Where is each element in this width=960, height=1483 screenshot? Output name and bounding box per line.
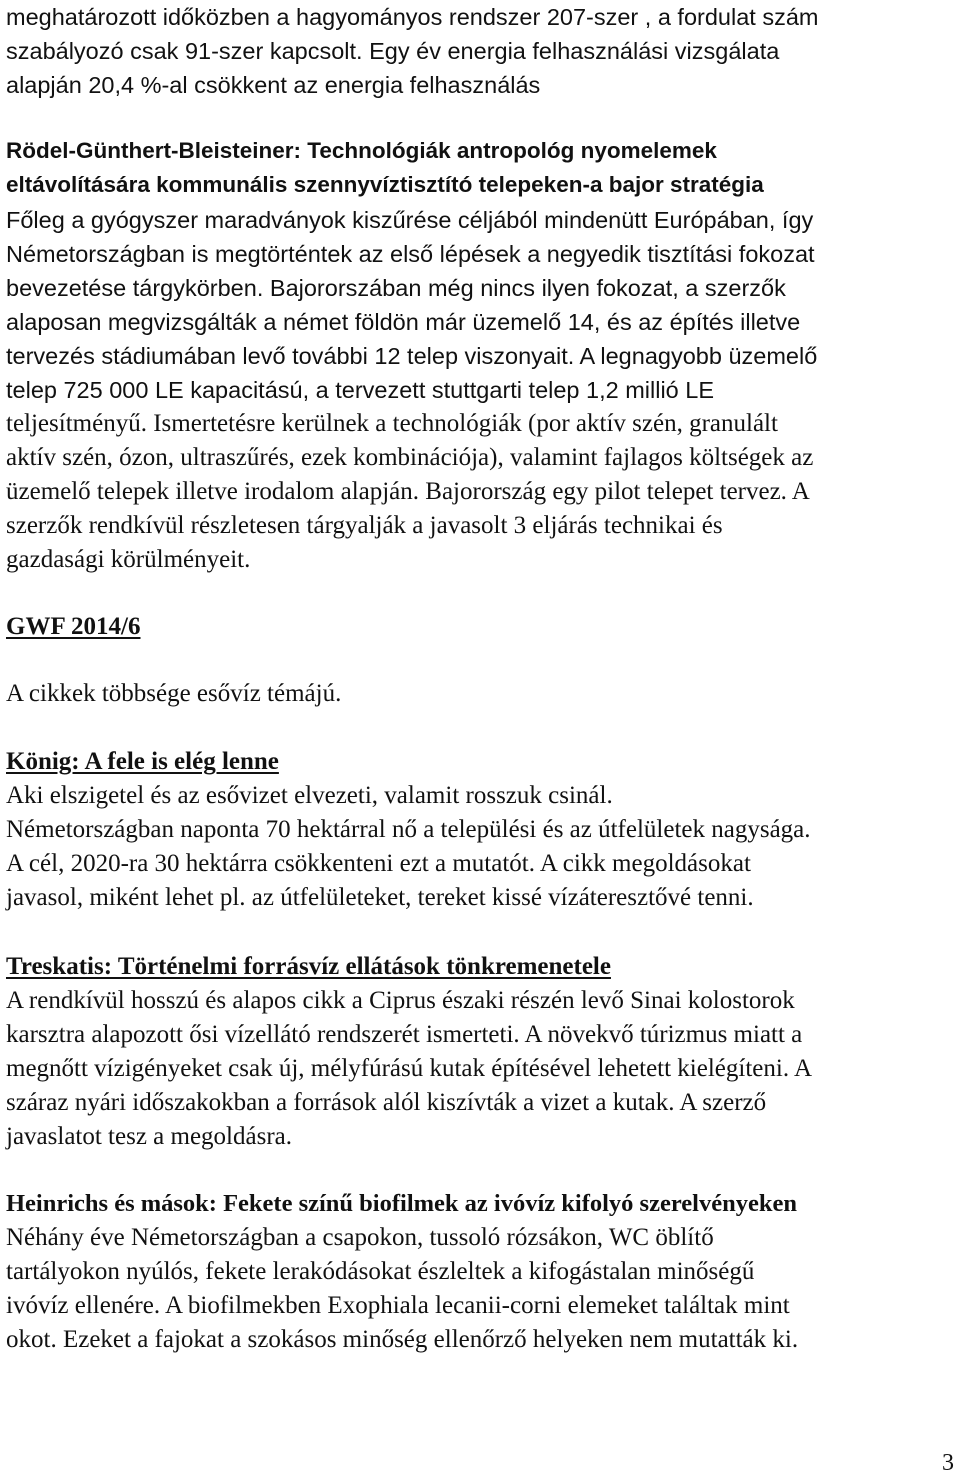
- article-rodel-body-line-10: szerzők rendkívül részletesen tárgyalják a javasolt 3 eljárás technikai és: [6, 512, 723, 539]
- article-rodel-body-line-11: gazdasági körülményeit.: [6, 546, 251, 573]
- article-konig-title: König: A fele is elég lenne: [6, 748, 279, 775]
- intro-line-3: alapján 20,4 %-al csökkent az energia felhasználás: [6, 72, 541, 98]
- article-rodel-body-line-7: teljesítményű. Ismertetésre kerülnek a technológiák (por aktív szén, granulált: [6, 410, 778, 437]
- article-rodel-title-line-2: eltávolítására kommunális szennyvíztisztító telepeken-a bajor stratégia: [6, 172, 764, 197]
- article-rodel-body-line-3b: Bajororszában még nincs ilyen fokozat, a szerzők: [269, 275, 786, 301]
- issue-heading: GWF 2014/6: [6, 613, 141, 640]
- intro-line-2-sans: szabályozó csak 91-szer kapcsolt.: [6, 38, 370, 64]
- article-treskatis-line-1: A rendkívül hosszú és alapos cikk a Ciprus északi részén levő Sinai kolostorok: [6, 987, 795, 1014]
- issue-intro: A cikkek többsége esővíz témájú.: [6, 680, 342, 707]
- article-konig-line-3: A cél, 2020-ra 30 hektárra csökkenteni ezt a mutatót. A cikk megoldásokat: [6, 850, 751, 877]
- intro-line-2: [6, 36, 779, 66]
- article-rodel-body-line-9: üzemelő telepek illetve irodalom alapján. Bajorország egy pilot telepet tervez. A: [6, 478, 810, 505]
- article-treskatis-line-5: javaslatot tesz a megoldásra.: [6, 1123, 292, 1150]
- article-konig-line-4: javasol, miként lehet pl. az útfelületeket, tereket kissé vízáteresztővé tenni.: [6, 884, 754, 911]
- article-rodel-body-line-2: Németországban is megtörténtek az első lépések a negyedik tisztítási fokozat: [6, 241, 815, 267]
- article-rodel-body-line-8: aktív szén, ózon, ultraszűrés, ezek kombinációja), valamint fajlagos költségek az: [6, 444, 814, 471]
- article-rodel-body-line-6: telep 725 000 LE kapacitású, a tervezett stuttgarti telep 1,2 millió LE: [6, 377, 715, 403]
- article-heinrichs-title: Heinrichs és mások: Fekete színű biofilmek az ivóvíz kifolyó szerelvényeken: [6, 1190, 797, 1217]
- intro-line-1: meghatározott időközben a hagyományos rendszer 207-szer , a fordulat szám: [6, 4, 819, 30]
- page-number: 3: [942, 1450, 954, 1476]
- article-rodel-title-line-1: Rödel-Günthert-Bleisteiner: Technológiák antropológ nyomelemek: [6, 138, 717, 163]
- article-heinrichs-line-3: ivóvíz ellenére. A biofilmekben Exophiala lecanii-corni elemeket találtak mint: [6, 1292, 790, 1319]
- article-treskatis-line-4: száraz nyári időszakokban a források alól kiszívták a vizet a kutak. A szerző: [6, 1089, 767, 1116]
- article-rodel-body-line-3a: bevezetése tárgykörben.: [6, 275, 270, 301]
- article-heinrichs-line-4: okot. Ezeket a fajokat a szokásos minőség ellenőrző helyeken nem mutatták ki.: [6, 1326, 799, 1353]
- article-treskatis-title: Treskatis: Történelmi forrásvíz ellátások tönkremenetele: [6, 953, 611, 980]
- article-konig-line-2: Németországban naponta 70 hektárral nő a települési és az útfelületek nagysága.: [6, 816, 811, 843]
- article-rodel-body-line-1: Főleg a gyógyszer maradványok kiszűrése céljából mindenütt Európában, így: [6, 207, 814, 233]
- article-treskatis-line-3: megnőtt vízigényeket csak új, mélyfúrású kutak építésével lehetett kielégíteni. A: [6, 1055, 812, 1082]
- article-heinrichs-line-2: tartályokon nyúlós, fekete lerakódásokat észleltek a kifogástalan minőségű: [6, 1258, 755, 1285]
- article-treskatis-line-2: karsztra alapozott ősi vízellátó rendszerét ismerteti. A növekvő túrizmus miatt a: [6, 1021, 803, 1048]
- article-heinrichs-line-1: Néhány éve Németországban a csapokon, tussoló rózsákon, WC öblítő: [6, 1224, 714, 1251]
- intro-line-2-serif: Egy év energia felhasználási vizsgálata: [369, 38, 780, 64]
- article-rodel-body-line-5: tervezés stádiumában levő további 12 telep viszonyait. A legnagyobb üzemelő: [6, 343, 818, 369]
- article-konig-line-1: Aki elszigetel és az esővizet elvezeti, valamit rosszuk csinál.: [6, 782, 613, 809]
- article-rodel-body-line-4: alaposan megvizsgálták a német földön már üzemelő 14, és az építés illetve: [6, 309, 801, 335]
- article-rodel-body-line-3: [6, 273, 786, 303]
